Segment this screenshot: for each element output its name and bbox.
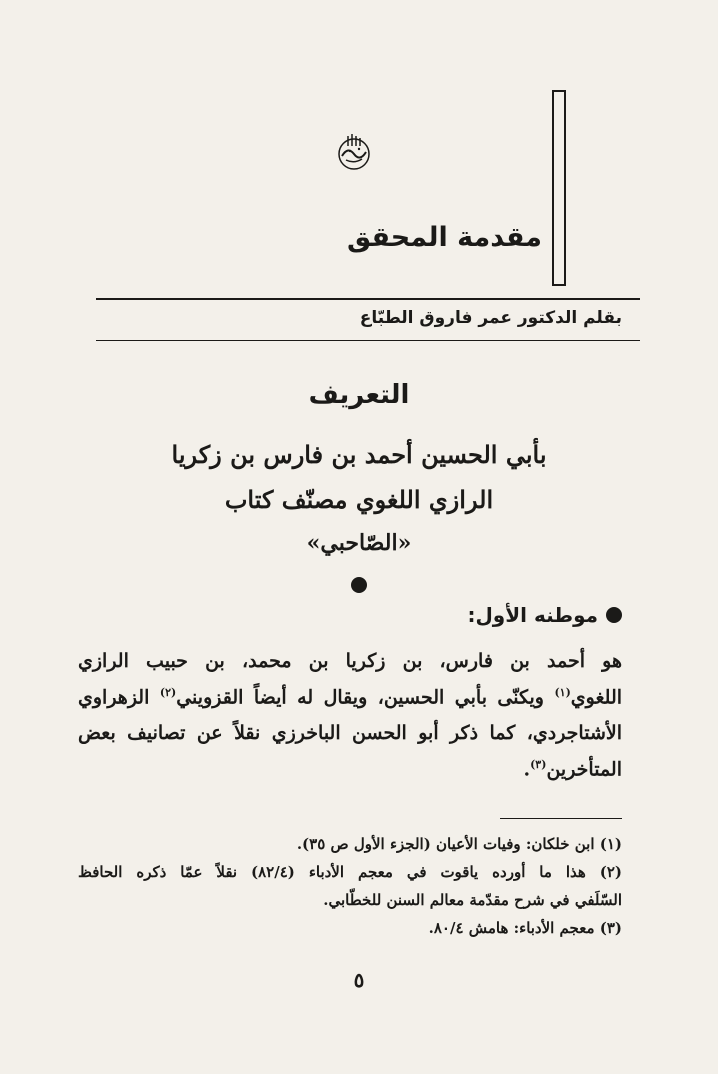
footnote-3: (٣) معجم الأدباء: هامش ٨٠/٤. xyxy=(428,919,622,937)
divider xyxy=(96,340,640,341)
body-text: الزهراوي xyxy=(78,686,150,709)
body-line-4: المتأخرين$^{(٣)}$. xyxy=(523,758,622,781)
vertical-frame-bar xyxy=(552,90,566,286)
book-title-line-2: الرازي اللغوي مصنّف كتاب xyxy=(224,485,494,514)
page-title: مقدمة المحقق xyxy=(347,222,542,253)
body-text: اللغوي xyxy=(570,686,623,709)
divider xyxy=(96,298,640,300)
footnote-1: (١) ابن خلكان: وفيات الأعيان (الجزء الأول ص ٣٥). xyxy=(296,835,622,853)
footnote-divider xyxy=(500,818,622,819)
body-line-3: الأشتاجردي، كما ذكر أبو الحسن الباخرزي نقلاً عن تصانيف بعض xyxy=(78,722,622,744)
subsection-heading xyxy=(322,603,622,627)
bullet-icon xyxy=(351,577,367,593)
footnote-ref: (٢) xyxy=(159,686,177,699)
page-number: ٥ xyxy=(353,968,365,992)
footnote-2: (٢) هذا ما أورده ياقوت في معجم الأدباء (٨٢/٤) نقلاً عمّا ذكره الحافظ xyxy=(78,863,622,881)
book-title-line-1: بأبي الحسين أحمد بن فارس بن زكريا xyxy=(171,440,547,469)
bullet-icon xyxy=(606,607,622,623)
author-byline: بقلم الدكتور عمر فاروق الطبّاع xyxy=(359,308,622,328)
section-title: التعريف xyxy=(308,380,410,410)
body-line-1: هو أحمد بن فارس، بن زكريا بن محمد، بن حبيب الرازي xyxy=(78,650,622,672)
footnote-ref: (١) xyxy=(554,686,571,699)
footnote-ref: (٣) xyxy=(530,758,547,771)
footnote-2-continued: السّلَفي في شرح مقدّمة معالم السنن للخطّابي. xyxy=(323,891,622,909)
body-text: المتأخرين xyxy=(546,758,622,781)
subsection-heading-text: موطنه الأول: xyxy=(467,603,598,627)
body-text: ويكنّى بأبي الحسين، ويقال له أيضاً القزويني xyxy=(176,686,544,709)
calligraphy-emblem-icon xyxy=(334,132,374,172)
body-line-2 xyxy=(78,686,622,708)
book-title-line-3: «الصّاحبي» xyxy=(306,530,412,556)
